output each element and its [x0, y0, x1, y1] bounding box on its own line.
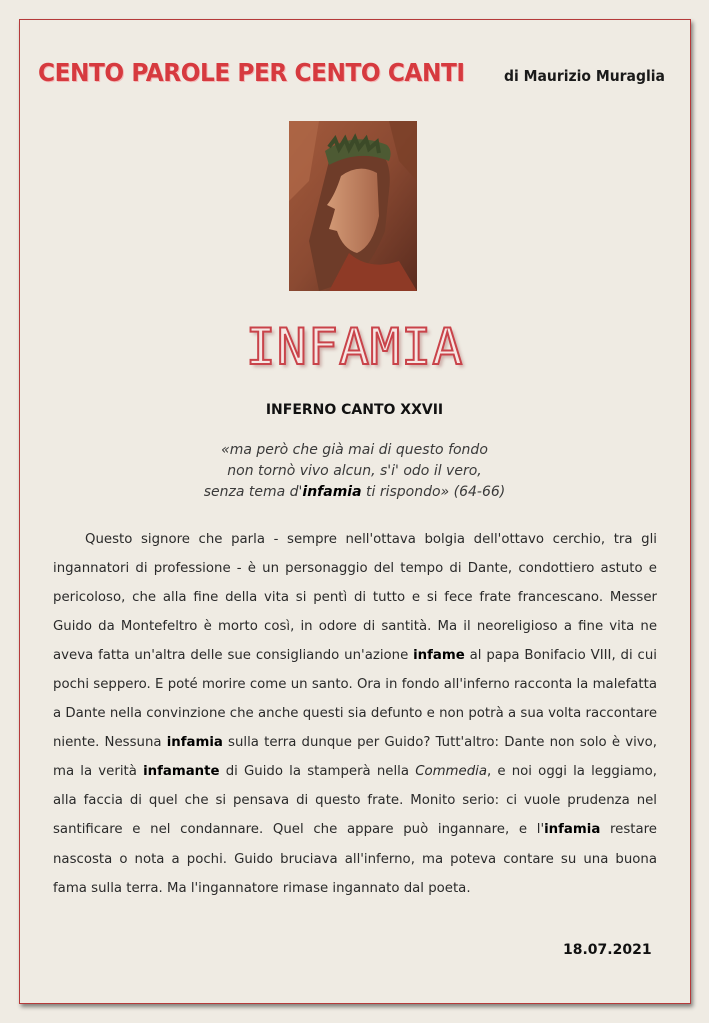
author-name: di Maurizio Muraglia — [504, 67, 665, 85]
body-segment: sulla terra dunque per Guido? Tutt'altro: Dante non solo è vivo, ma la verità — [53, 735, 657, 780]
publication-date: 18.07.2021 — [563, 942, 652, 958]
dante-quote — [0, 440, 709, 503]
dante-portrait-image — [289, 121, 417, 291]
work-title: Commedia — [415, 764, 487, 780]
quote-line-3-end: ti rispondo» (64-66) — [361, 484, 506, 500]
keyword-infame: infame — [413, 648, 465, 664]
quote-line-1: «ma però che già mai di questo fondo — [221, 442, 488, 458]
keyword-infamia: infamia — [166, 735, 223, 751]
series-title: CENTO PAROLE PER CENTO CANTI — [38, 58, 465, 87]
body-segment: restare nascosta o nota a pochi. Guido bruciava all'inferno, ma poteva contare su una buona fama sulla terra. Ma l'ingannatore rimase ingannato dal poeta. — [53, 822, 657, 896]
quote-keyword: infamia — [302, 484, 362, 500]
body-text — [53, 525, 657, 903]
quote-line-3 — [0, 482, 709, 503]
page-title: INFAMIA — [245, 318, 464, 376]
quote-line-2: non tornò vivo alcun, s'i' odo il vero, — [227, 463, 482, 479]
keyword-infamia: infamia — [544, 822, 601, 838]
quote-line-3-start: senza tema d' — [203, 484, 303, 500]
body-paragraph — [53, 525, 657, 903]
body-segment: Questo signore che parla - sempre nell'ottava bolgia dell'ottavo cerchio, tra gli ingannatori di professione - è un personaggio del tempo di Dante, condottiero astuto e pericoloso, che alla fine della vita si pentì di tutto e si fece frate francescano. Messer Guido da Montefeltro è morto così, in odore di santità. Ma il neoreligioso a fine vita ne aveva fatta un'altra delle sue consigliando un'azione — [53, 532, 657, 664]
body-segment: , e noi oggi la leggiamo, alla faccia di quel che si pensava di questo frate. Monito serio: ci vuole prudenza nel santificare e nel condannare. Quel che appare può ingannare, e l' — [53, 764, 658, 838]
canto-subtitle: INFERNO CANTO XXVII — [265, 402, 444, 418]
keyword-infamante: infamante — [143, 764, 220, 780]
body-segment: al papa Bonifacio VIII, di cui pochi seppero. E poté morire come un santo. Ora in fondo all'inferno racconta la malefatta a Dante nella convinzione che anche questi sia defunto e non potrà a sua volta raccontare niente. Nessuna — [53, 648, 657, 751]
body-segment: di Guido la stamperà nella — [219, 764, 416, 780]
